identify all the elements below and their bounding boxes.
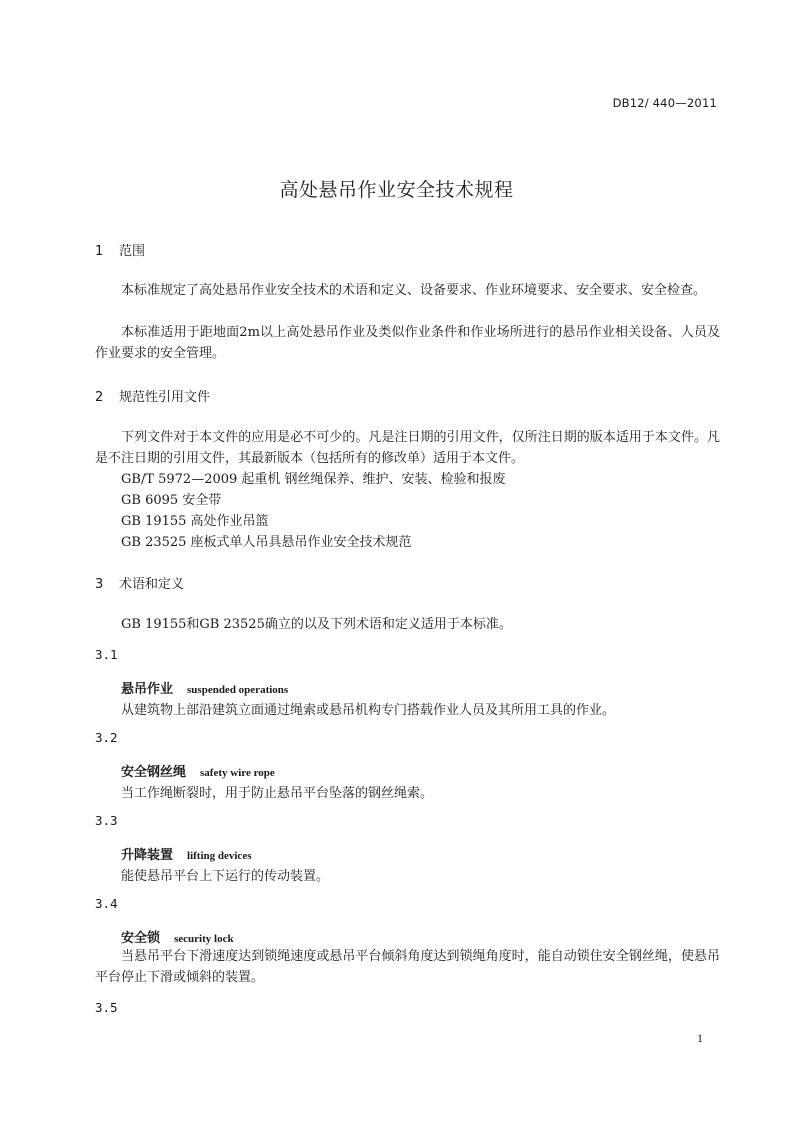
term-number: 3.5 <box>95 1000 118 1015</box>
section-1-heading <box>95 240 145 259</box>
reference-item: GB 6095 安全带 <box>121 493 222 508</box>
term-definition: 能使悬吊平台上下运行的传动装置。 <box>121 869 330 884</box>
term-zh: 安全钢丝绳 <box>121 765 187 780</box>
term-zh: 升降装置 <box>121 848 174 863</box>
section-1-paragraph-1: 本标准规定了高处悬吊作业安全技术的术语和定义、设备要求、作业环境要求、安全要求、安全检查。 <box>121 283 707 298</box>
section-title: 范围 <box>119 244 146 259</box>
section-3-heading <box>95 573 184 592</box>
section-title: 术语和定义 <box>119 577 185 592</box>
term-en: security lock <box>174 933 234 945</box>
section-2-paragraph-1: 下列文件对于本文件的应用是必不可少的。凡是注日期的引用文件，仅所注日期的版本适用于本文件。凡是不注日期的引用文件，其最新版本（包括所有的修改单）适用于本文件。 <box>95 430 720 466</box>
reference-item: GB/T 5972—2009 起重机 钢丝绳保养、维护、安装、检验和报废 <box>121 472 506 487</box>
term-en: lifting devices <box>187 850 252 862</box>
term-number: 3.1 <box>95 647 118 662</box>
page-number: 1 <box>697 1031 703 1045</box>
reference-item: GB 23525 座板式单人吊具悬吊作业安全技术规范 <box>121 535 412 550</box>
term-definition: 从建筑物上部沿建筑立面通过绳索或悬吊机构专门搭载作业人员及其所用工具的作业。 <box>121 703 616 718</box>
term-heading <box>121 927 234 946</box>
section-number: 1 <box>95 244 104 259</box>
document-code: DB12/ 440—2011 <box>612 96 717 110</box>
term-heading <box>121 678 288 697</box>
term-zh: 悬吊作业 <box>121 682 174 697</box>
term-definition: 当工作绳断裂时，用于防止悬吊平台坠落的钢丝绳索。 <box>121 786 434 801</box>
section-2-heading <box>95 386 210 405</box>
term-en: safety wire rope <box>200 767 275 779</box>
section-3-intro: GB 19155和GB 23525确立的以及下列术语和定义适用于本标准。 <box>121 617 512 632</box>
document-title: 高处悬吊作业安全技术规程 <box>279 179 514 201</box>
term-number: 3.4 <box>95 896 118 911</box>
term-number: 3.2 <box>95 730 118 745</box>
term-number: 3.3 <box>95 813 118 828</box>
section-number: 3 <box>95 577 104 592</box>
term-heading <box>121 844 251 863</box>
term-heading <box>121 761 275 780</box>
reference-item: GB 19155 高处作业吊篮 <box>121 514 269 529</box>
term-zh: 安全锁 <box>121 931 161 946</box>
term-en: suspended operations <box>187 684 289 696</box>
section-1-paragraph-2: 本标准适用于距地面2m以上高处悬吊作业及类似作业条件和作业场所进行的悬吊作业相关设备、人员及作业要求的安全管理。 <box>95 325 720 361</box>
term-definition: 当悬吊平台下滑速度达到锁绳速度或悬吊平台倾斜角度达到锁绳角度时，能自动锁住安全钢丝绳，使悬吊平台停止下滑或倾斜的装置。 <box>95 949 720 985</box>
section-title: 规范性引用文件 <box>119 390 211 405</box>
section-number: 2 <box>95 390 104 405</box>
